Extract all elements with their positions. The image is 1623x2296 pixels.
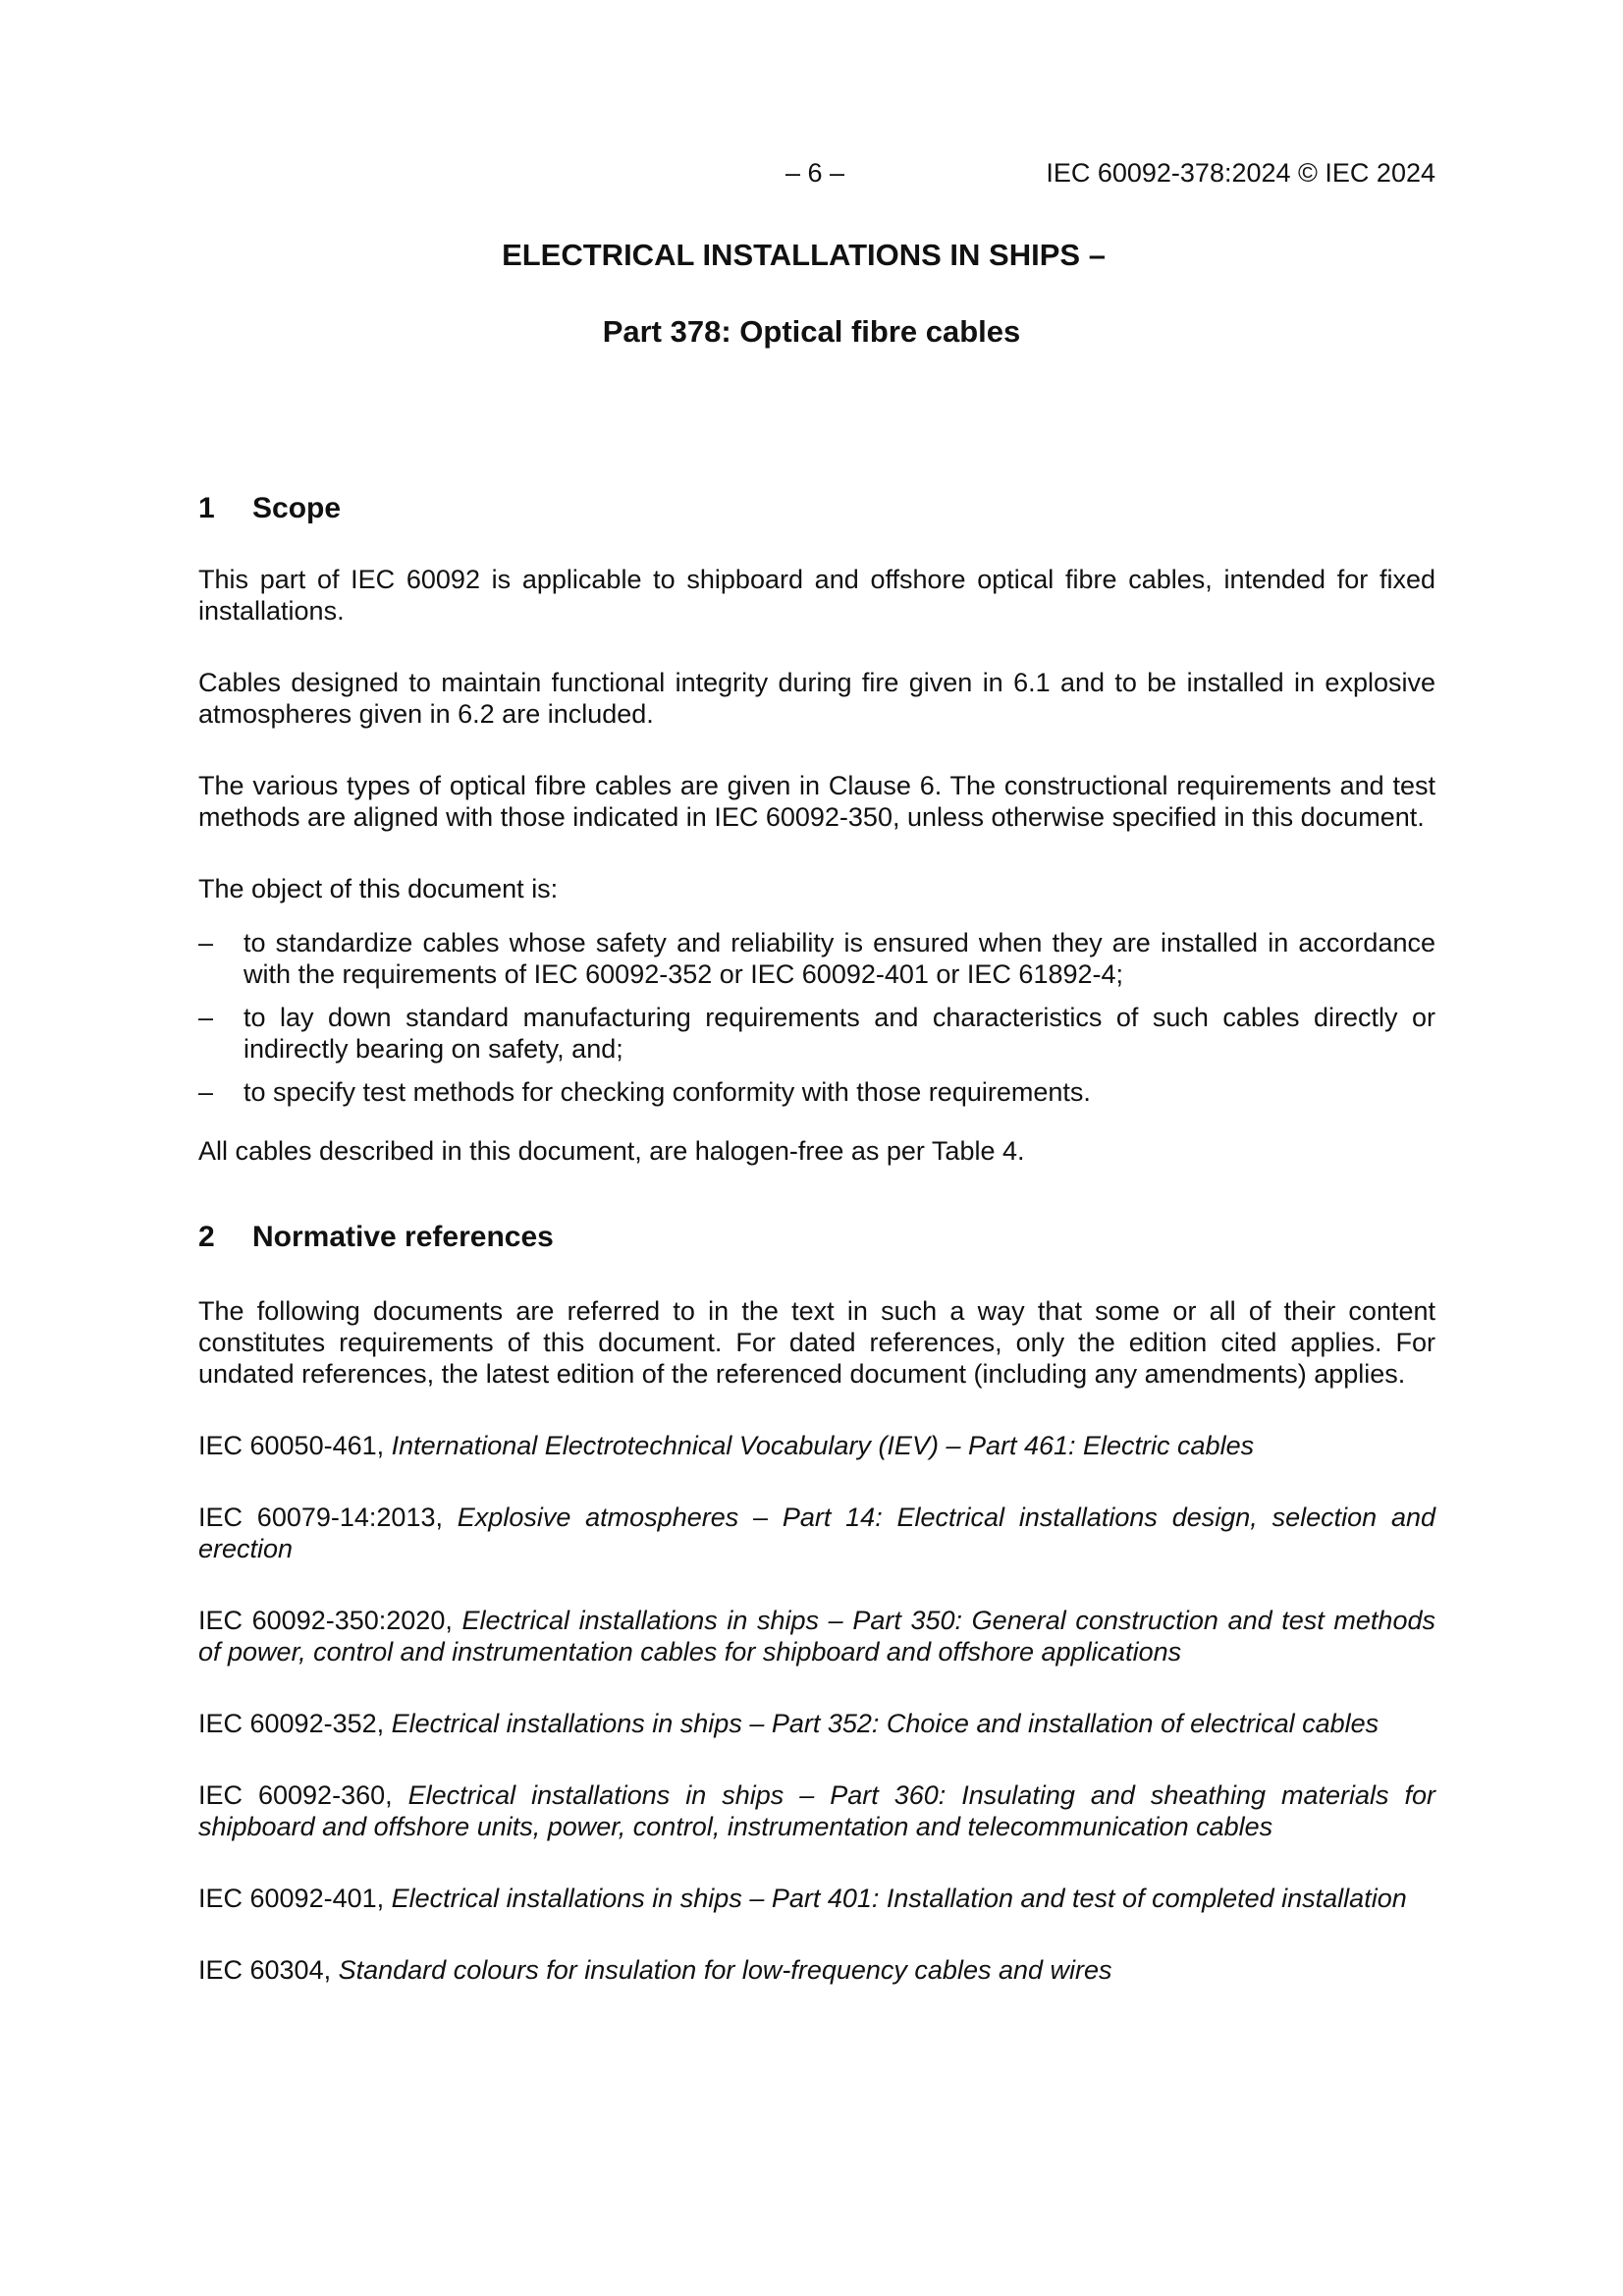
document-title: ELECTRICAL INSTALLATIONS IN SHIPS –	[502, 238, 1106, 272]
list-item	[198, 1002, 1435, 1065]
clause-2-heading	[198, 1222, 1435, 1253]
reference-code: IEC 60079-14:2013,	[198, 1503, 443, 1532]
reference-entry	[198, 1430, 1435, 1461]
scope-paragraph-5: All cables described in this document, are halogen-free as per Table 4.	[198, 1136, 1025, 1166]
list-item-text: to lay down standard manufacturing requirements and characteristics of such cables directly or indirectly bearing on safety, and;	[243, 1003, 1435, 1064]
reference-title: Standard colours for insulation for low-frequency cables and wires	[338, 1955, 1112, 1985]
scope-paragraph-3: The various types of optical fibre cables are given in Clause 6. The constructional requirements and test methods are aligned with those indicated in IEC 60092-350, unless otherwise specified in this document.	[198, 771, 1435, 832]
reference-title: Electrical installations in ships – Part 360: Insulating and sheathing materials for shipboard and offshore units, power, control, instrumentation and telecommunication cables	[198, 1780, 1435, 1841]
list-item-text: to specify test methods for checking conformity with those requirements.	[243, 1077, 1091, 1107]
reference-code: IEC 60092-352,	[198, 1709, 385, 1738]
reference-code: IEC 60092-401,	[198, 1884, 385, 1913]
reference-code: IEC 60050-461,	[198, 1431, 385, 1460]
document-identifier: IEC 60092-378:2024 © IEC 2024	[1046, 158, 1435, 188]
list-dash: –	[198, 928, 214, 957]
scope-paragraph-1: This part of IEC 60092 is applicable to shipboard and offshore optical fibre cables, intended for fixed installations.	[198, 565, 1435, 626]
clause-title: Scope	[252, 492, 342, 524]
reference-title: Explosive atmospheres – Part 14: Electrical installations design, selection and erection	[198, 1503, 1435, 1563]
clause-number: 2	[198, 1221, 215, 1253]
reference-entry	[198, 1883, 1435, 1914]
document-body	[198, 493, 1435, 1986]
reference-entry	[198, 1708, 1435, 1739]
object-list	[198, 927, 1435, 1108]
list-item	[198, 927, 1435, 990]
reference-code: IEC 60304,	[198, 1955, 332, 1985]
reference-code: IEC 60092-360,	[198, 1780, 393, 1810]
page-header	[0, 157, 1623, 196]
list-dash: –	[198, 1003, 214, 1032]
reference-entry	[198, 1605, 1435, 1667]
list-dash: –	[198, 1077, 214, 1107]
reference-title: Electrical installations in ships – Part 350: General construction and test methods of power, control and instrumentation cables for shipboard and offshore applications	[198, 1606, 1435, 1667]
reference-code: IEC 60092-350:2020,	[198, 1606, 453, 1635]
reference-entry	[198, 1779, 1435, 1842]
reference-title: International Electrotechnical Vocabulary (IEV) – Part 461: Electric cables	[391, 1431, 1255, 1460]
scope-paragraph-2: Cables designed to maintain functional integrity during fire given in 6.1 and to be installed in explosive atmospheres given in 6.2 are included.	[198, 668, 1435, 729]
scope-paragraph-4: The object of this document is:	[198, 874, 559, 903]
document-subtitle: Part 378: Optical fibre cables	[602, 314, 1021, 349]
reference-title: Electrical installations in ships – Part 401: Installation and test of completed installation	[391, 1884, 1407, 1913]
reference-entry	[198, 1502, 1435, 1564]
clause-1-heading	[198, 493, 1435, 524]
clause-title: Normative references	[252, 1221, 554, 1253]
list-item	[198, 1076, 1435, 1108]
clause-number: 1	[198, 492, 215, 524]
reference-entry	[198, 1954, 1435, 1986]
reference-title: Electrical installations in ships – Part 352: Choice and installation of electrical cables	[391, 1709, 1380, 1738]
page-number: – 6 –	[785, 158, 845, 188]
normative-intro: The following documents are referred to in the text in such a way that some or all of their content constitutes requirements of this document. For dated references, only the edition cited applies. For undated references, the latest edition of the referenced document (including any amendments) applies.	[198, 1296, 1435, 1389]
list-item-text: to standardize cables whose safety and reliability is ensured when they are installed in accordance with the requirements of IEC 60092-352 or IEC 60092-401 or IEC 61892-4;	[243, 928, 1435, 989]
